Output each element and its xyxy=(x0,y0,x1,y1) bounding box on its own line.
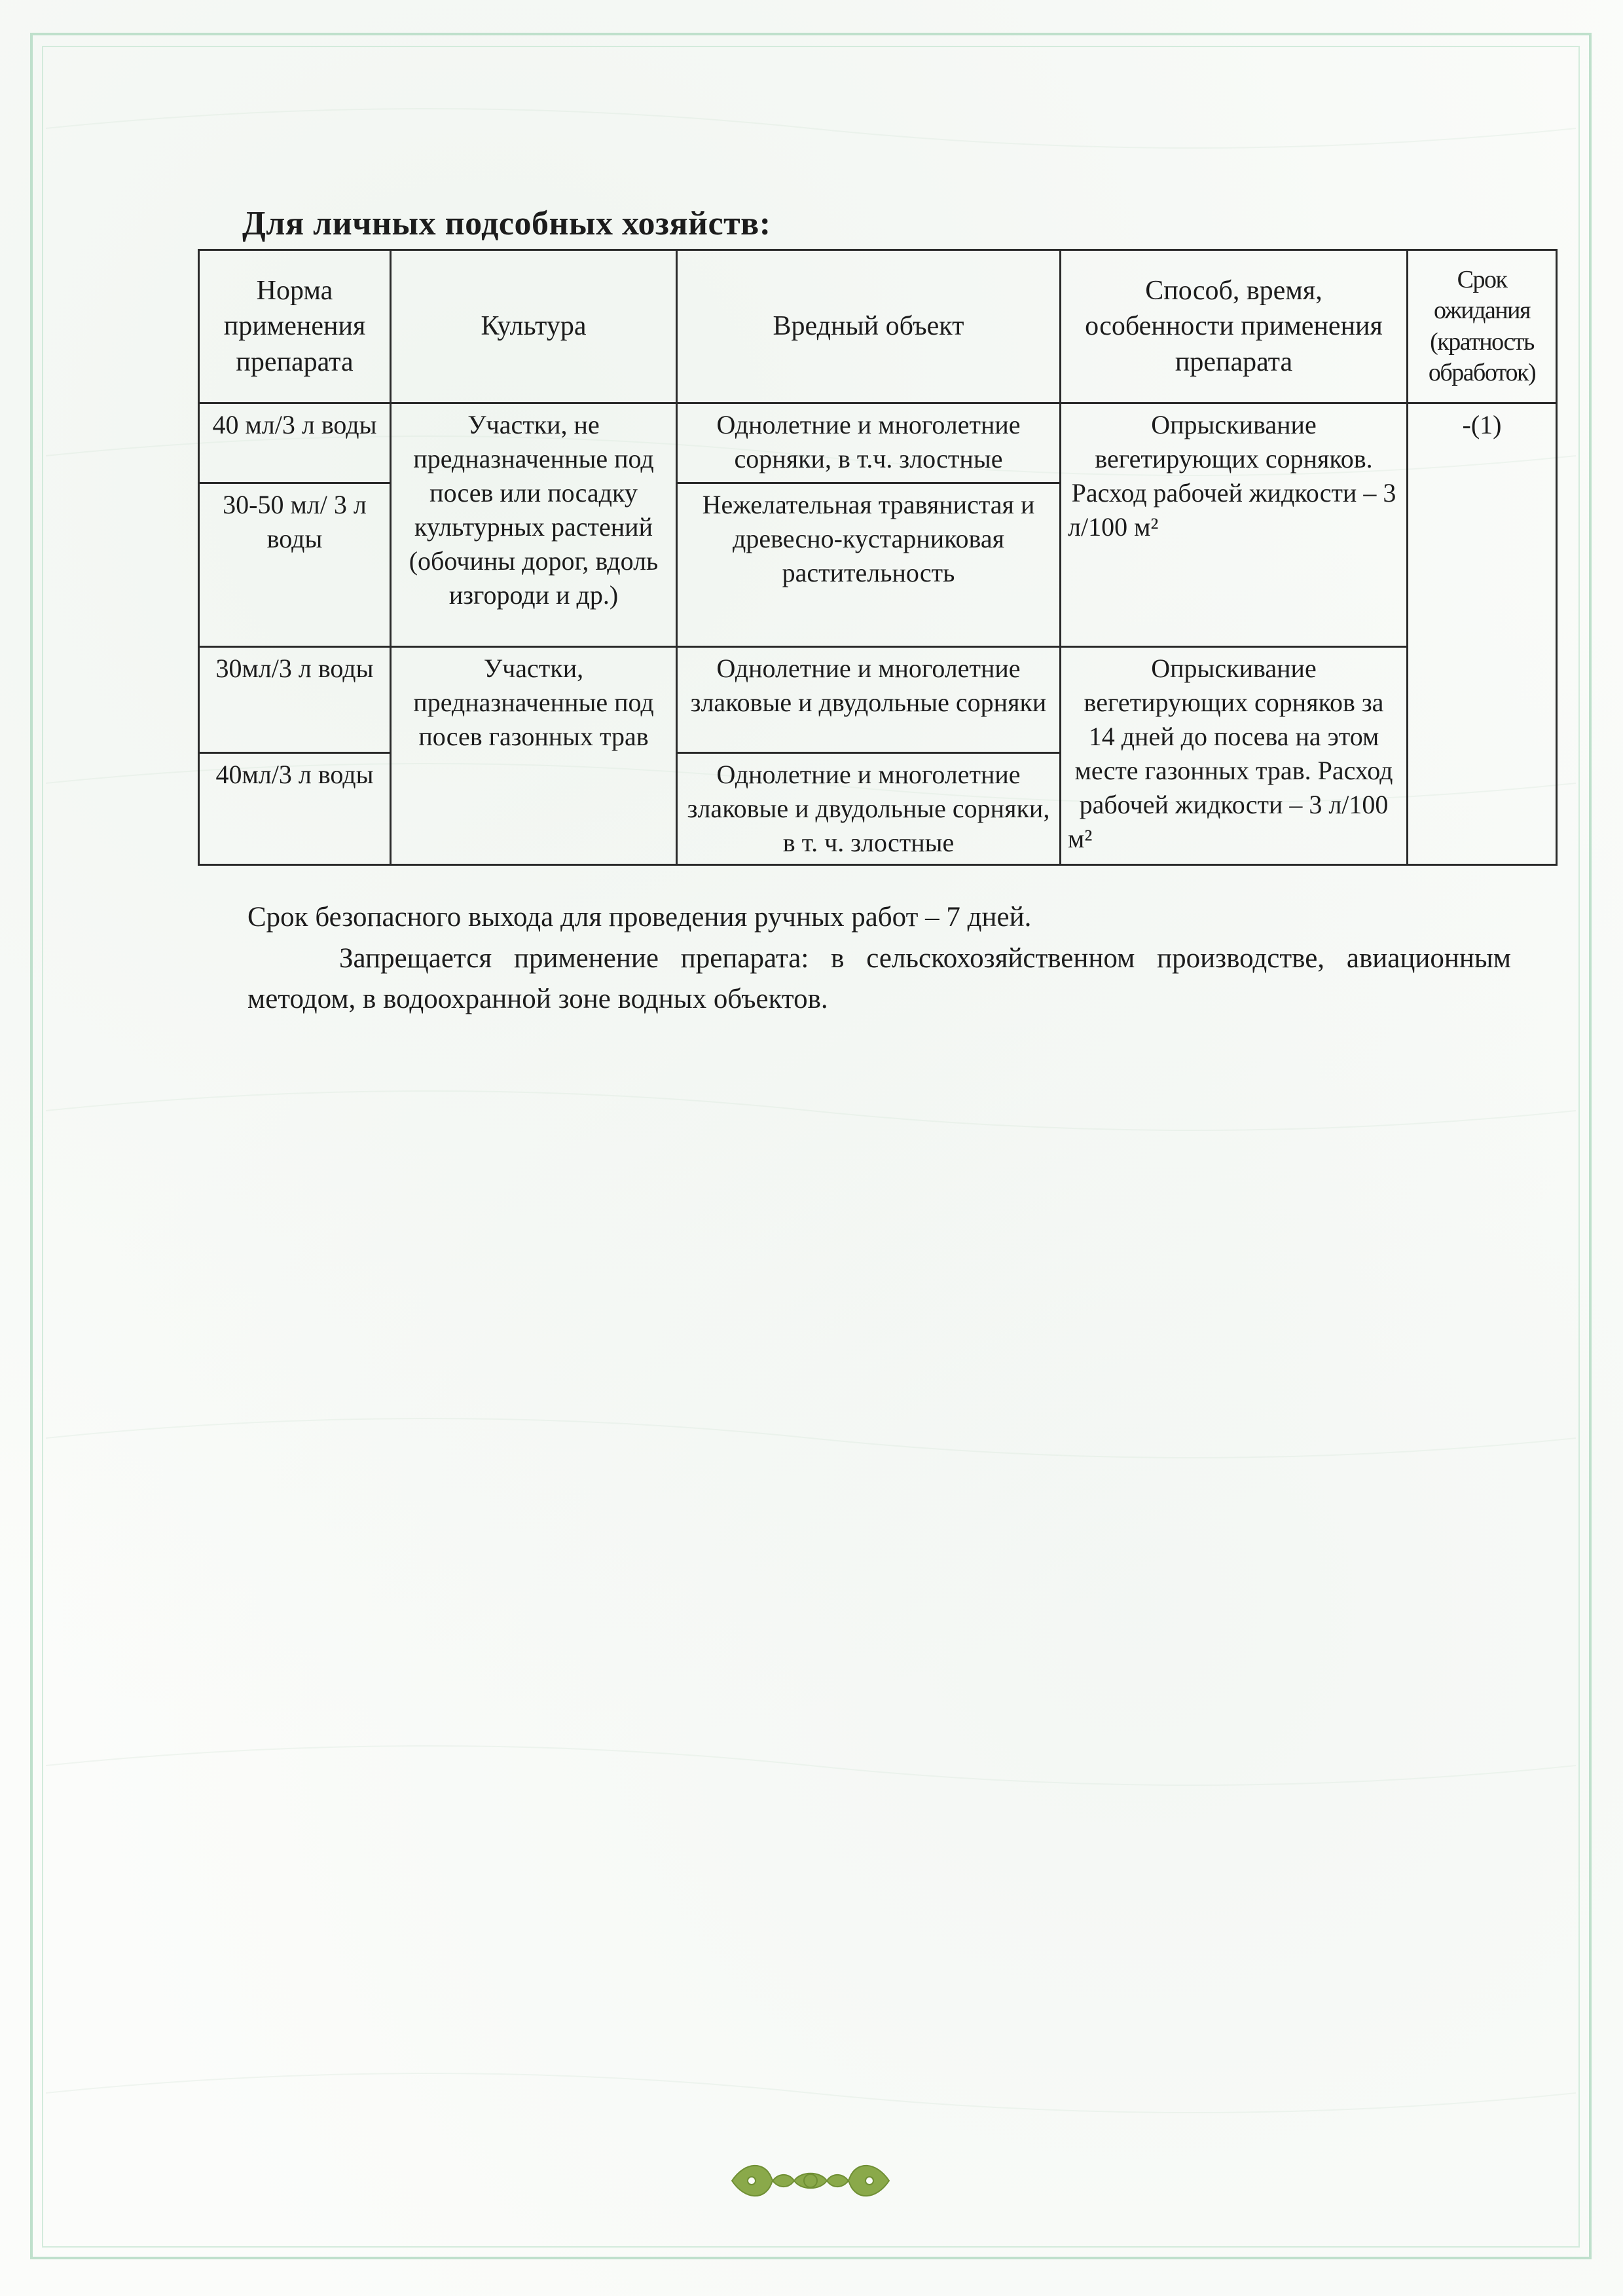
cell-pest: Однолетние и многолетние злаковые и двудольные сорняки, в т. ч. злостные xyxy=(677,753,1061,865)
table-header-row xyxy=(199,250,1557,403)
cell-rate: 30-50 мл/ 3 л воды xyxy=(199,483,391,647)
method-text: Опрыскивание вегетирующих сорняков. Расход рабочей жидкости – 3 л/100 м² xyxy=(1068,410,1396,542)
header-crop: Культура xyxy=(391,250,677,403)
table-row xyxy=(199,403,1557,483)
header-method: Способ, время, особенности применения препарата xyxy=(1061,250,1408,403)
table-row xyxy=(199,647,1557,753)
cell-crop: Участки, не предназначенные под посев или посадку культурных растений (обочины дорог, вдоль изгороди и др.) xyxy=(391,403,677,647)
prohibition-note: Запрещается применение препарата: в сельскохозяйственном производстве, авиационным методом, в водоохранной зоне водных объектов. xyxy=(247,943,1511,1015)
application-rates-table xyxy=(198,249,1558,866)
cell-pest: Однолетние и многолетние злаковые и двудольные сорняки xyxy=(677,647,1061,753)
cell-rate: 40мл/3 л воды xyxy=(199,753,391,865)
cell-method xyxy=(1061,403,1408,647)
decorative-ornament-icon xyxy=(725,2155,896,2207)
cell-crop: Участки, предназначенные под посев газонных трав xyxy=(391,647,677,865)
cell-rate: 30мл/3 л воды xyxy=(199,647,391,753)
header-rate: Норма применения препарата xyxy=(199,250,391,403)
cell-waiting-period: -(1) xyxy=(1408,403,1557,865)
section-heading: Для личных подсобных хозяйств: xyxy=(242,205,771,242)
cell-rate: 40 мл/3 л воды xyxy=(199,403,391,483)
safe-exit-note: Срок безопасного выхода для проведения ручных работ – 7 дней. xyxy=(247,902,1032,933)
cell-pest: Однолетние и многолетние сорняки, в т.ч. злостные xyxy=(677,403,1061,483)
header-waiting-period: Срок ожидания (кратность обработок) xyxy=(1408,250,1557,403)
cell-pest: Нежелательная травянистая и древесно-кустарниковая растительность xyxy=(677,483,1061,647)
cell-method: Опрыскивание вегетирующих сорняков за 14 дней до посева на этом месте газонных трав. Расход рабочей жидкости – 3 л/100 м² xyxy=(1061,647,1408,865)
header-pest: Вредный объект xyxy=(677,250,1061,403)
